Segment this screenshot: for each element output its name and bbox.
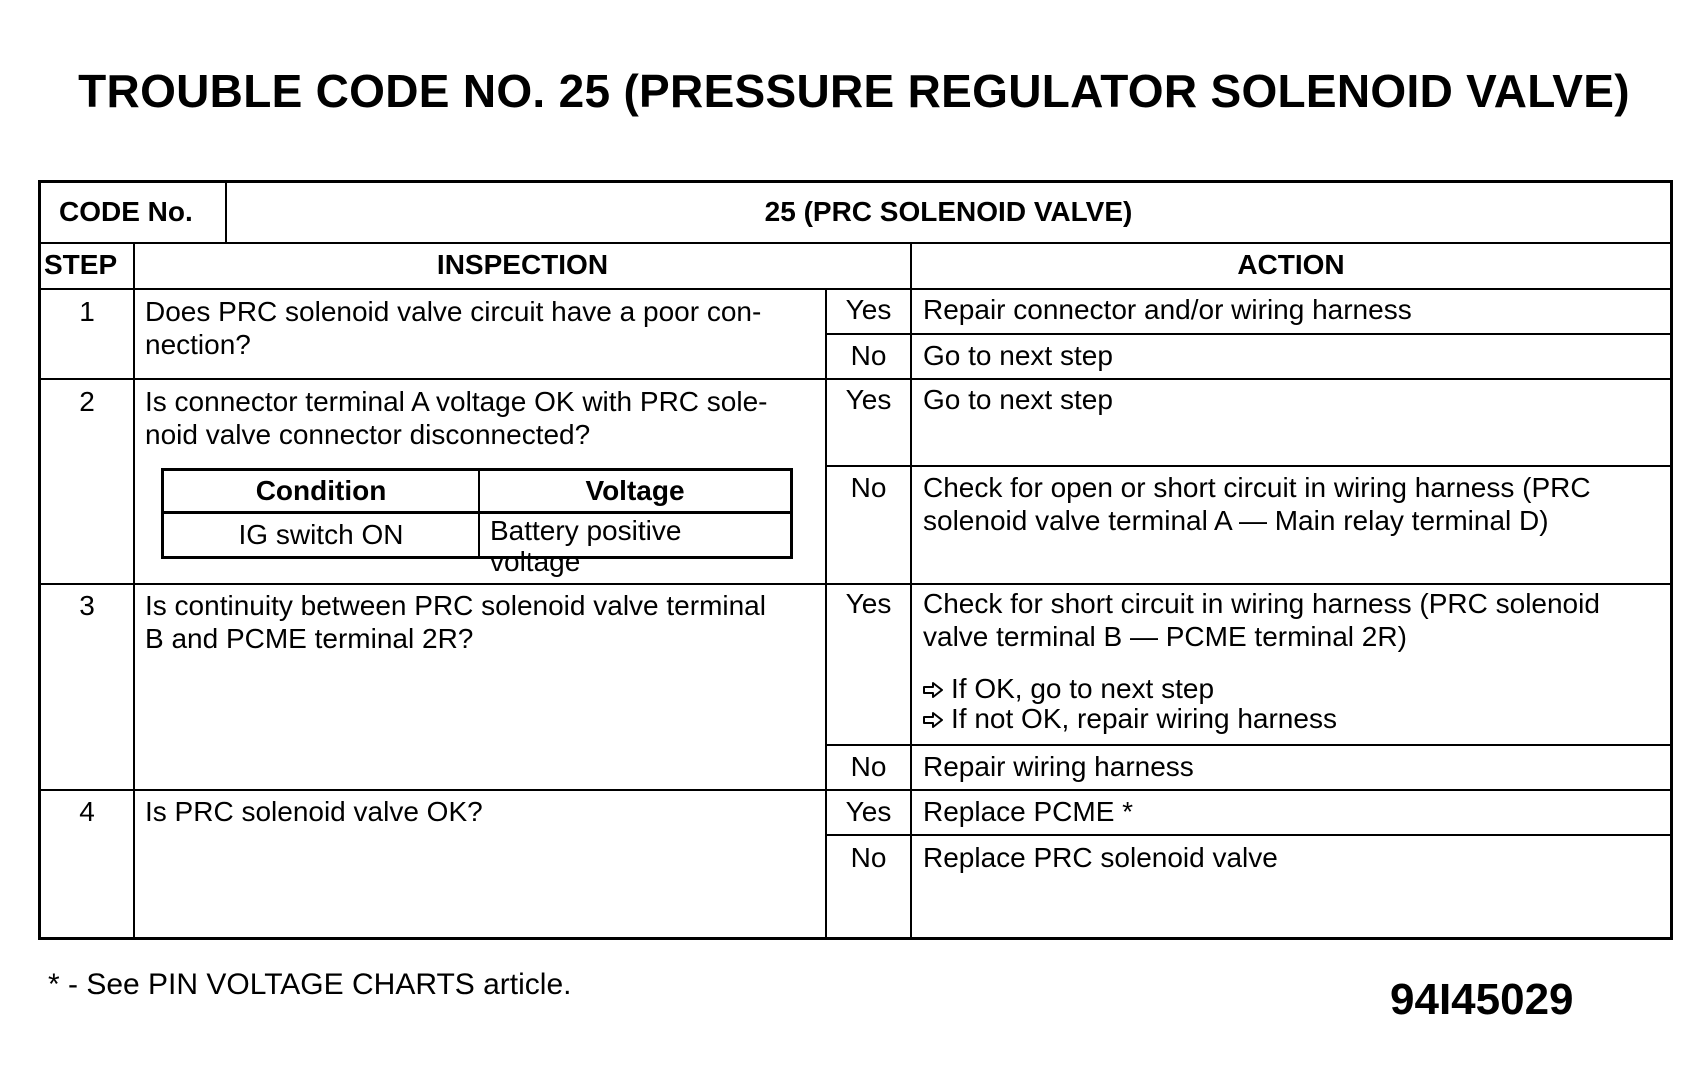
no-action: Go to next step	[923, 340, 1113, 371]
yes-label: Yes	[845, 384, 892, 415]
voltage-value: Battery positive voltage	[490, 515, 682, 577]
step-header: STEP	[44, 249, 118, 280]
no-action: Check for open or short circuit in wiring harness (PRC solenoid valve terminal A — Main relay terminal D)	[923, 472, 1591, 536]
col-divider	[133, 242, 135, 937]
hollow-right-arrow-icon	[923, 672, 951, 705]
inspection-text: Does PRC solenoid valve circuit have a poor con- nection?	[145, 296, 762, 360]
step-number: 2	[79, 386, 95, 417]
action-header: ACTION	[1237, 249, 1345, 280]
row-divider	[41, 378, 1670, 380]
yes-label: Yes	[845, 588, 892, 619]
footnote: * - See PIN VOLTAGE CHARTS article.	[48, 968, 572, 1001]
row-divider	[825, 333, 1670, 335]
no-label: No	[850, 751, 887, 782]
step-number: 3	[79, 590, 95, 621]
no-action: Repair wiring harness	[923, 751, 1194, 782]
inspection-text: Is PRC solenoid valve OK?	[145, 796, 483, 827]
yes-action: Go to next step	[923, 384, 1113, 415]
bullet-item	[923, 702, 1663, 735]
trouble-code-table	[38, 180, 1673, 940]
row-divider	[41, 242, 1670, 244]
step-number: 1	[79, 296, 95, 327]
yes-action: Check for short circuit in wiring harness (PRC solenoid valve terminal B — PCME terminal 2R)	[923, 588, 1600, 652]
row-divider	[825, 465, 1670, 467]
voltage-subtable	[161, 468, 793, 577]
code-value: 25 (PRC SOLENOID VALVE)	[764, 196, 1133, 227]
no-action: Replace PRC solenoid valve	[923, 842, 1278, 873]
condition-value: IG switch ON	[238, 519, 404, 550]
bullet-text: If OK, go to next step	[951, 673, 1215, 704]
yes-label: Yes	[845, 294, 892, 325]
document-id: 94I45029	[1390, 975, 1574, 1024]
no-label: No	[850, 842, 887, 873]
subtable-divider	[164, 511, 790, 514]
yes-action: Replace PCME *	[923, 796, 1134, 827]
code-label: CODE No.	[59, 196, 193, 227]
inspection-text: Is connector terminal A voltage OK with PRC sole- noid valve connector disconnected?	[145, 386, 768, 450]
row-divider	[41, 288, 1670, 290]
col-divider	[910, 242, 912, 937]
row-divider	[825, 744, 1670, 746]
row-divider	[41, 583, 1670, 585]
condition-header: Condition	[255, 475, 387, 506]
bullet-item	[923, 672, 1663, 705]
no-label: No	[850, 472, 887, 503]
voltage-header: Voltage	[585, 475, 685, 506]
row-divider	[41, 789, 1670, 791]
inspection-header: INSPECTION	[436, 249, 609, 280]
no-label: No	[850, 340, 887, 371]
yes-label: Yes	[845, 796, 892, 827]
inspection-text: Is continuity between PRC solenoid valve terminal B and PCME terminal 2R?	[145, 590, 766, 654]
step-number: 4	[79, 796, 95, 827]
bullet-text: If not OK, repair wiring harness	[951, 703, 1337, 734]
yes-action: Repair connector and/or wiring harness	[923, 294, 1412, 325]
page-title: TROUBLE CODE NO. 25 (PRESSURE REGULATOR SOLENOID VALVE)	[78, 65, 1630, 117]
hollow-right-arrow-icon	[923, 702, 951, 735]
row-divider	[825, 834, 1670, 836]
